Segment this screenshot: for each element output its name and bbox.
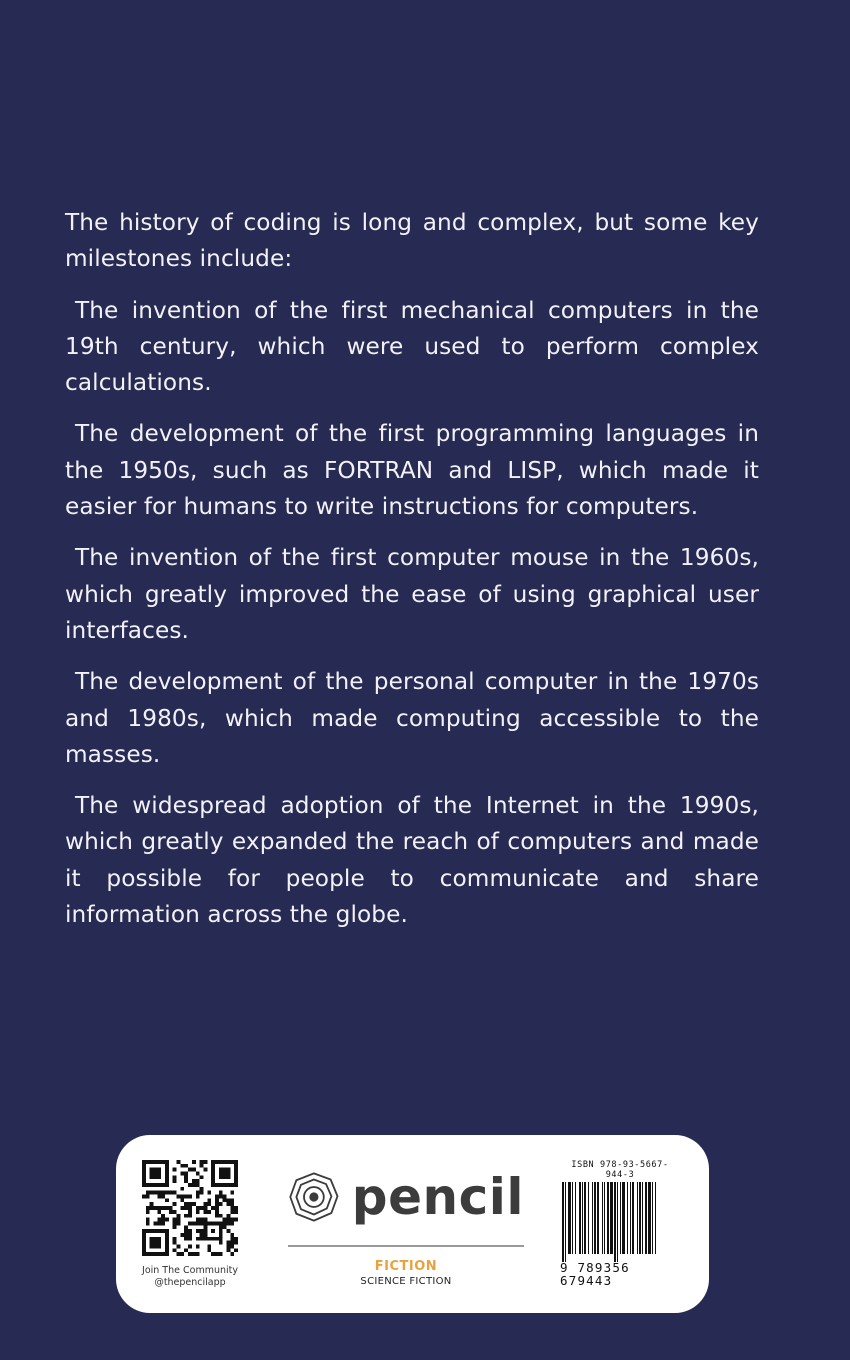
pencil-logo-icon	[288, 1163, 340, 1231]
publisher-footer-card	[116, 1135, 709, 1313]
milestone-5: The widespread adoption of the Internet in the 1990s, which greatly expanded the reach of computers and made it possible for people to communicate and share information across the globe.	[65, 792, 759, 929]
publisher-name: pencil	[351, 1168, 524, 1226]
community-line-1: Join The Community	[142, 1265, 238, 1276]
isbn-label: ISBN 978-93-5667-944-3	[571, 1160, 669, 1180]
isbn-barcode-block	[560, 1160, 680, 1287]
back-cover-blurb	[65, 205, 759, 948]
community-block	[136, 1160, 244, 1289]
milestone-1: The invention of the first mechanical computers in the 19th century, which were used to perform complex calculations.	[65, 296, 759, 397]
milestone-3: The invention of the first computer mouse in the 1960s, which greatly improved the ease of using graphical user interfaces.	[65, 544, 759, 644]
community-caption	[136, 1265, 244, 1289]
barcode-icon	[560, 1182, 670, 1262]
subgenre-label: SCIENCE FICTION	[360, 1276, 452, 1287]
milestone-2: The development of the first programming languages in the 1950s, such as FORTRAN and LISP, which made it easier for humans to write instructions for computers.	[65, 420, 759, 521]
publisher-logo	[288, 1159, 524, 1235]
qr-code-icon[interactable]	[142, 1160, 238, 1256]
genre-label: FICTION	[374, 1259, 438, 1274]
milestone-4: The development of the personal computer in the 1970s and 1980s, which made computing accessible to the masses.	[65, 668, 759, 768]
brand-divider	[288, 1245, 524, 1247]
blurb-intro: The history of coding is long and complex, but some key milestones include:	[65, 209, 759, 273]
community-handle: @thepencilapp	[154, 1277, 226, 1288]
isbn-digits: 9 789356 679443	[560, 1260, 630, 1288]
publisher-brand	[288, 1159, 524, 1287]
